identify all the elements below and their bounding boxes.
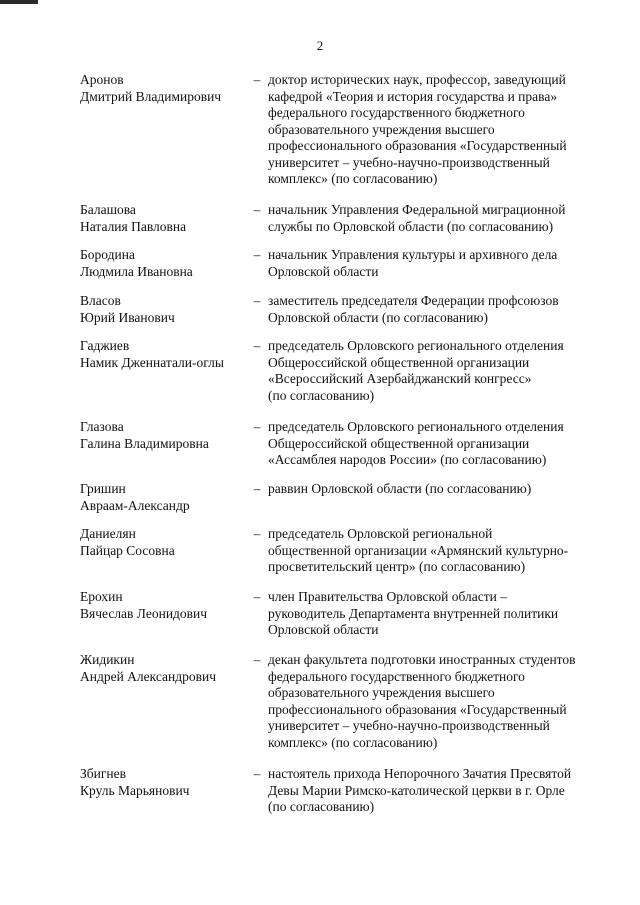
position-line: начальник Управления Федеральной миграционной bbox=[268, 202, 566, 217]
member-name bbox=[80, 247, 250, 280]
entry-dash: – bbox=[253, 481, 261, 496]
entry-dash: – bbox=[253, 247, 261, 262]
position-line: начальник Управления культуры и архивного дела bbox=[268, 247, 558, 262]
member-surname: Бородина bbox=[80, 247, 135, 262]
entry-dash: – bbox=[253, 766, 261, 781]
member-position bbox=[268, 589, 620, 639]
position-line: председатель Орловского регионального отделения bbox=[268, 338, 564, 353]
member-surname: Власов bbox=[80, 293, 121, 308]
position-line: Орловской области (по согласованию) bbox=[268, 309, 488, 325]
member-position bbox=[268, 202, 620, 235]
member-name bbox=[80, 202, 250, 235]
member-name bbox=[80, 526, 250, 559]
member-given-names: Людмила Ивановна bbox=[80, 263, 193, 279]
position-line: университет – учебно-научно-производственный bbox=[268, 718, 550, 733]
member-surname: Ерохин bbox=[80, 589, 123, 604]
entry-dash: – bbox=[253, 652, 261, 667]
member-name bbox=[80, 72, 250, 105]
member-given-names: Дмитрий Владимирович bbox=[80, 88, 222, 104]
position-line: кафедрой «Теория и история государства и права» bbox=[268, 88, 558, 104]
entry-dash: – bbox=[253, 72, 261, 87]
member-position bbox=[268, 72, 620, 188]
member-name bbox=[80, 419, 250, 452]
member-position bbox=[268, 338, 620, 404]
position-line: университет – учебно-научно-производственный bbox=[268, 154, 550, 170]
position-line: комплекс» (по согласованию) bbox=[268, 171, 438, 186]
member-name bbox=[80, 293, 250, 326]
member-position bbox=[268, 247, 620, 280]
position-line: службы по Орловской области (по согласованию) bbox=[268, 218, 554, 234]
entry-dash: – bbox=[253, 293, 261, 308]
position-line: декан факультета подготовки иностранных студентов bbox=[268, 652, 576, 667]
member-name bbox=[80, 766, 250, 799]
position-line: «Ассамблея народов России» (по согласованию) bbox=[268, 452, 547, 467]
member-surname: Даниелян bbox=[80, 526, 136, 541]
member-surname: Гаджиев bbox=[80, 338, 130, 353]
position-line: член Правительства Орловской области – bbox=[268, 589, 508, 604]
position-line: заместитель председателя Федерации профсоюзов bbox=[268, 293, 559, 308]
member-surname: Аронов bbox=[80, 72, 124, 87]
member-position bbox=[268, 481, 620, 498]
member-given-names: Андрей Александрович bbox=[80, 668, 217, 684]
position-line: председатель Орловского регионального отделения bbox=[268, 419, 564, 434]
position-line: настоятель прихода Непорочного Зачатия Пресвятой bbox=[268, 766, 572, 781]
member-name bbox=[80, 481, 250, 514]
member-surname: Збигнев bbox=[80, 766, 126, 781]
entry-dash: – bbox=[253, 589, 261, 604]
position-line: образовательного учреждения высшего bbox=[268, 121, 495, 137]
entry-dash: – bbox=[253, 526, 261, 541]
member-position bbox=[268, 293, 620, 326]
member-surname: Глазова bbox=[80, 419, 124, 434]
position-line: (по согласованию) bbox=[268, 387, 375, 403]
member-given-names: Наталия Павловна bbox=[80, 218, 187, 234]
position-line: Орловской области bbox=[268, 263, 379, 279]
position-line: профессионального образования «Государственный bbox=[268, 701, 567, 717]
position-line: комплекс» (по согласованию) bbox=[268, 734, 438, 750]
page-number: 2 bbox=[316, 38, 324, 53]
position-line: руководитель Департамента внутренней политики bbox=[268, 605, 559, 621]
position-line: федерального государственного бюджетного bbox=[268, 668, 525, 684]
member-position bbox=[268, 652, 620, 751]
member-surname: Балашова bbox=[80, 202, 136, 217]
position-line: Девы Марии Римско-католической церкви в г. Орле bbox=[268, 782, 565, 798]
member-position bbox=[268, 766, 620, 816]
member-given-names: Круль Марьянович bbox=[80, 782, 190, 798]
entry-dash: – bbox=[253, 419, 261, 434]
position-line: доктор исторических наук, профессор, заведующий bbox=[268, 72, 566, 87]
position-line: раввин Орловской области (по согласованию) bbox=[268, 481, 532, 496]
position-line: федерального государственного бюджетного bbox=[268, 105, 525, 120]
position-line: Общероссийской общественной организации bbox=[268, 354, 530, 370]
position-line: просветительский центр» (по согласованию) bbox=[268, 559, 526, 574]
position-line: Орловской области bbox=[268, 622, 379, 637]
member-name bbox=[80, 589, 250, 622]
member-name bbox=[80, 338, 250, 371]
entry-dash: – bbox=[253, 338, 261, 353]
member-given-names: Юрий Иванович bbox=[80, 309, 175, 325]
member-given-names: Намик Дженнатали-оглы bbox=[80, 354, 224, 370]
member-given-names: Пайцар Сосовна bbox=[80, 542, 175, 558]
position-line: общественной организации «Армянский культурно- bbox=[268, 542, 569, 558]
entry-dash: – bbox=[253, 202, 261, 217]
member-given-names: Авраам-Александр bbox=[80, 497, 190, 513]
member-given-names: Вячеслав Леонидович bbox=[80, 605, 208, 621]
position-line: Общероссийской общественной организации bbox=[268, 435, 530, 451]
member-position bbox=[268, 526, 620, 576]
member-given-names: Галина Владимировна bbox=[80, 435, 209, 451]
position-line: председатель Орловской региональной bbox=[268, 526, 493, 541]
position-line: (по согласованию) bbox=[268, 799, 375, 814]
position-line: «Всероссийский Азербайджанский конгресс» bbox=[268, 371, 532, 386]
position-line: профессионального образования «Государственный bbox=[268, 138, 567, 153]
member-surname: Гришин bbox=[80, 481, 126, 496]
member-position bbox=[268, 419, 620, 469]
member-surname: Жидикин bbox=[80, 652, 135, 667]
member-name bbox=[80, 652, 250, 685]
position-line: образовательного учреждения высшего bbox=[268, 685, 495, 700]
